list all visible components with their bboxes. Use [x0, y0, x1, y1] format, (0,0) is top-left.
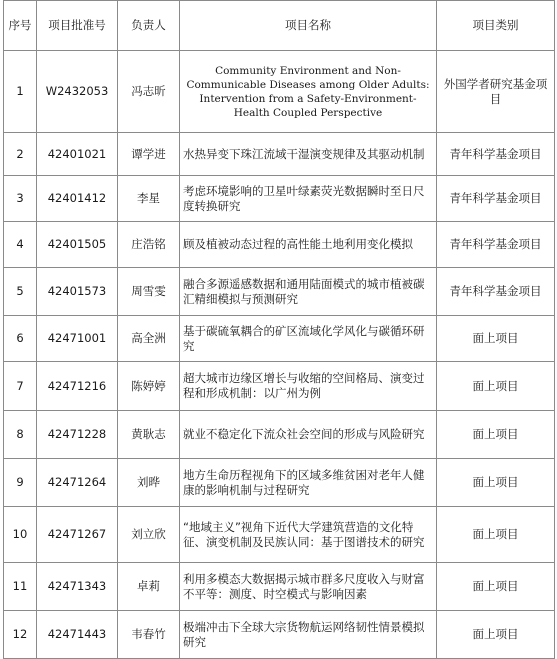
cell-batch: 42471001 [37, 316, 118, 362]
cell-batch: 42401021 [37, 133, 118, 176]
table-row [4, 316, 555, 362]
table-row [4, 176, 555, 222]
table-row [4, 411, 555, 459]
cell-batch: 42471267 [37, 507, 118, 563]
cell-seq: 2 [4, 133, 37, 176]
cell-type: 青年科学基金项目 [437, 133, 555, 176]
cell-seq: 11 [4, 563, 37, 611]
cell-person: 韦春竹 [118, 611, 180, 659]
cell-person: 陈婷婷 [118, 362, 180, 411]
cell-type: 面上项目 [437, 411, 555, 459]
cell-person: 庄浩铭 [118, 222, 180, 268]
cell-seq: 8 [4, 411, 37, 459]
table-row [4, 507, 555, 563]
cell-type: 青年科学基金项目 [437, 222, 555, 268]
cell-person: 谭学进 [118, 133, 180, 176]
header-title: 项目名称 [180, 1, 437, 51]
cell-person: 李星 [118, 176, 180, 222]
table-row [4, 362, 555, 411]
header-person: 负责人 [118, 1, 180, 51]
cell-seq: 5 [4, 268, 37, 316]
table-row [4, 563, 555, 611]
header-seq: 序号 [4, 1, 37, 51]
cell-batch: 42471216 [37, 362, 118, 411]
cell-person: 刘立欣 [118, 507, 180, 563]
cell-type: 面上项目 [437, 459, 555, 507]
cell-seq: 6 [4, 316, 37, 362]
cell-seq: 4 [4, 222, 37, 268]
cell-seq: 9 [4, 459, 37, 507]
cell-batch: 42401505 [37, 222, 118, 268]
cell-batch: 42471443 [37, 611, 118, 659]
cell-title: 地方生命历程视角下的区域多维贫困对老年人健康的影响机制与过程研究 [180, 459, 437, 507]
header-batch: 项目批准号 [37, 1, 118, 51]
cell-seq: 12 [4, 611, 37, 659]
cell-title: 水热异变下珠江流域干湿演变规律及其驱动机制 [180, 133, 437, 176]
projects-table [3, 0, 555, 659]
cell-person: 冯志昕 [118, 51, 180, 133]
cell-type: 面上项目 [437, 316, 555, 362]
cell-batch: W2432053 [37, 51, 118, 133]
table-row [4, 459, 555, 507]
cell-title: 考虑环境影响的卫星叶绿素荧光数据瞬时至日尺度转换研究 [180, 176, 437, 222]
table-row [4, 133, 555, 176]
cell-person: 卓莉 [118, 563, 180, 611]
cell-type: 青年科学基金项目 [437, 268, 555, 316]
cell-type: 面上项目 [437, 362, 555, 411]
cell-title: 顾及植被动态过程的高性能土地利用变化模拟 [180, 222, 437, 268]
cell-type: 外国学者研究基金项目 [437, 51, 555, 133]
cell-person: 黄耿志 [118, 411, 180, 459]
table-row [4, 611, 555, 659]
cell-batch: 42471228 [37, 411, 118, 459]
cell-seq: 7 [4, 362, 37, 411]
table-row [4, 268, 555, 316]
cell-batch: 42401573 [37, 268, 118, 316]
cell-title: “地域主义”视角下近代大学建筑营造的文化特征、演变机制及民族认同：基于图谱技术的研究 [180, 507, 437, 563]
cell-title: 超大城市边缘区增长与收缩的空间格局、演变过程和形成机制：以广州为例 [180, 362, 437, 411]
cell-batch: 42471343 [37, 563, 118, 611]
cell-title: 融合多源遥感数据和通用陆面模式的城市植被碳汇精细模拟与预测研究 [180, 268, 437, 316]
cell-person: 周雪雯 [118, 268, 180, 316]
cell-type: 面上项目 [437, 611, 555, 659]
cell-type: 面上项目 [437, 563, 555, 611]
cell-seq: 1 [4, 51, 37, 133]
cell-title: 就业不稳定化下流众社会空间的形成与风险研究 [180, 411, 437, 459]
cell-batch: 42401412 [37, 176, 118, 222]
header-row [4, 1, 555, 51]
cell-title: 基于碳硫氧耦合的矿区流域化学风化与碳循环研究 [180, 316, 437, 362]
cell-batch: 42471264 [37, 459, 118, 507]
cell-title: 极端冲击下全球大宗货物航运网络韧性情景模拟研究 [180, 611, 437, 659]
cell-person: 刘晔 [118, 459, 180, 507]
cell-title: 利用多模态大数据揭示城市群多尺度收入与财富不平等：测度、时空模式与影响因素 [180, 563, 437, 611]
table-row [4, 222, 555, 268]
cell-type: 青年科学基金项目 [437, 176, 555, 222]
cell-type: 面上项目 [437, 507, 555, 563]
cell-seq: 3 [4, 176, 37, 222]
cell-title: Community Environment and Non-Communicable Diseases among Older Adults: Intervention from a Safety-Environment-Health Coupled Perspective [180, 51, 437, 133]
table-row [4, 51, 555, 133]
cell-person: 高全洲 [118, 316, 180, 362]
header-type: 项目类别 [437, 1, 555, 51]
cell-seq: 10 [4, 507, 37, 563]
